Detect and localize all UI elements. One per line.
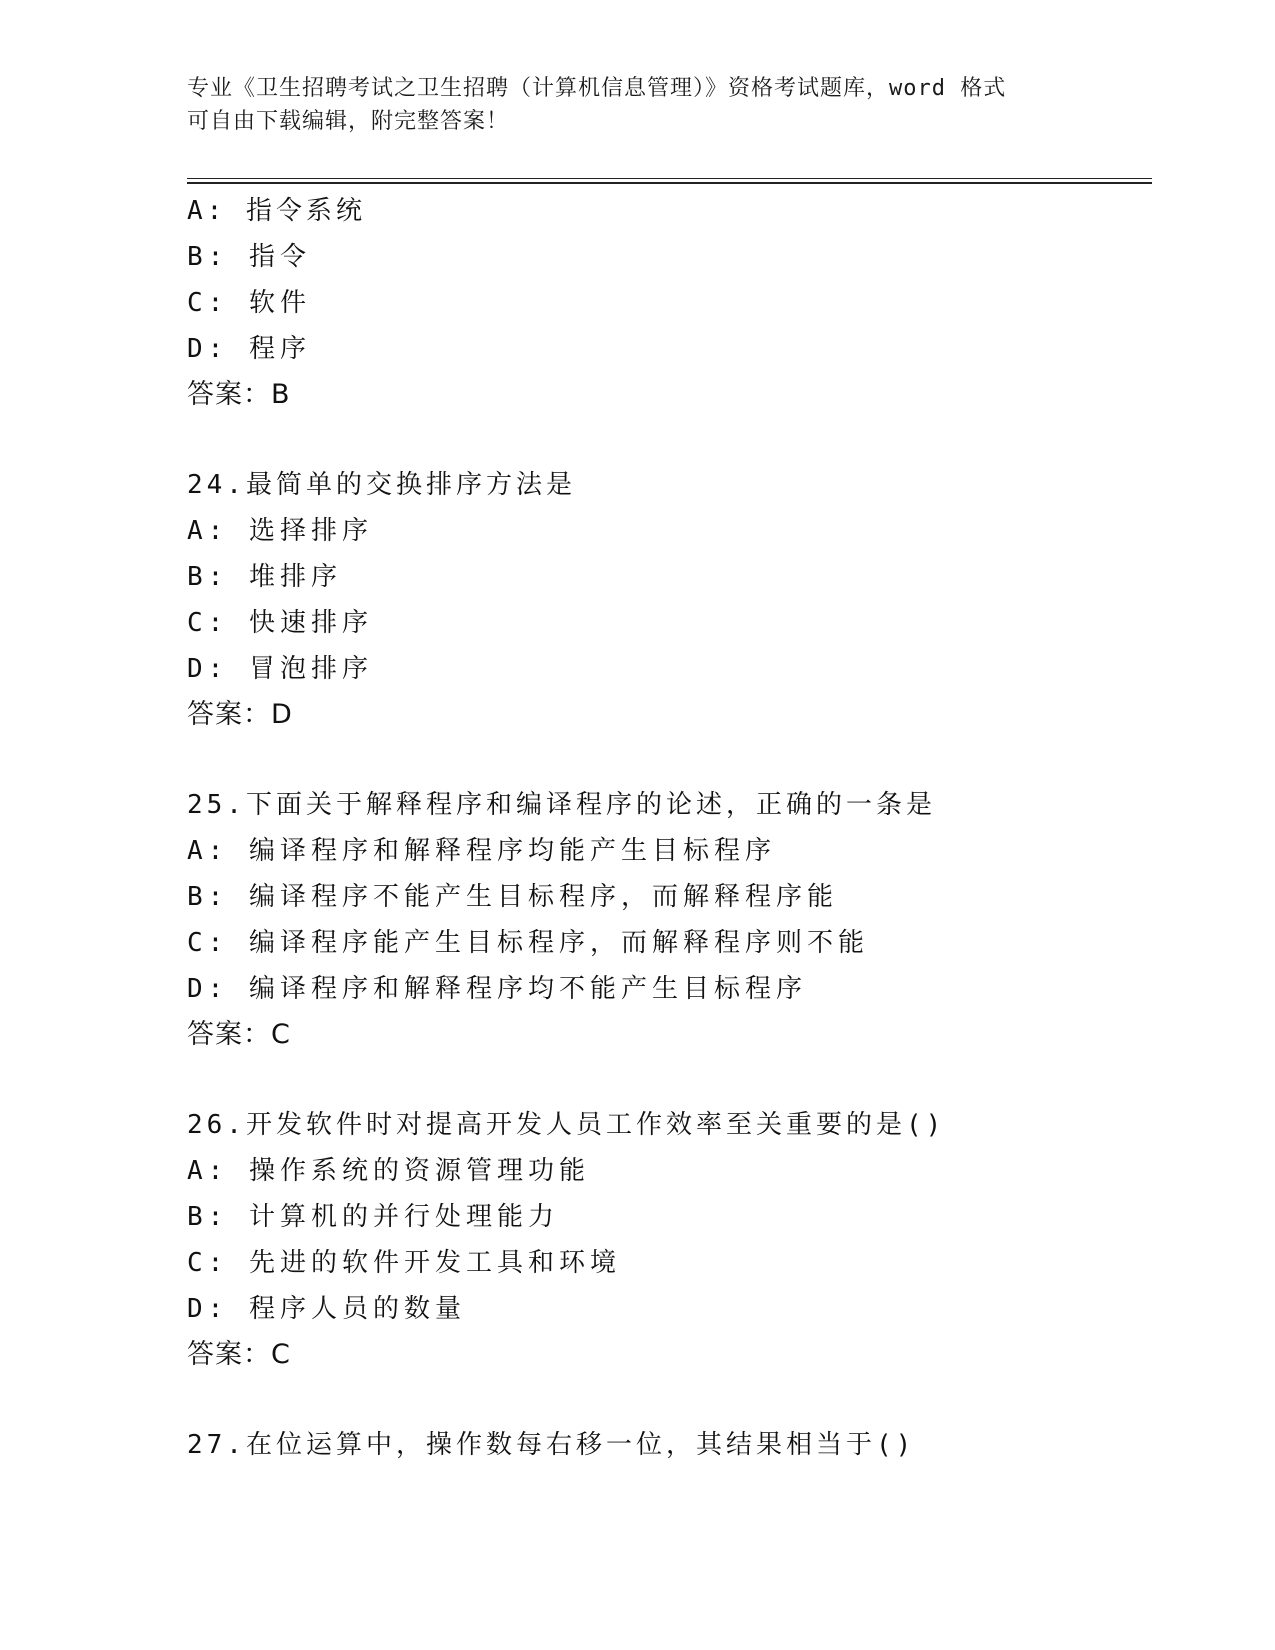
option-c: C: 软件 (187, 288, 311, 318)
header-line-1: 专业《卫生招聘考试之卫生招聘（计算机信息管理）》资格考试题库，word 格式 (187, 76, 1007, 101)
option-c: C: 快速排序 (187, 608, 373, 638)
question-stem: 24.最简单的交换排序方法是 (187, 470, 576, 500)
option-d: D: 程序 (187, 334, 311, 364)
question-stem: 25.下面关于解释程序和编译程序的论述，正确的一条是 (187, 790, 936, 820)
question-27 (187, 1422, 1152, 1468)
answer-line: 答案：C (187, 1019, 291, 1050)
question-stem: 27.在位运算中，操作数每右移一位，其结果相当于() (187, 1430, 916, 1460)
option-b: B: 堆排序 (187, 562, 342, 592)
carry-over-question (187, 188, 1152, 418)
answer-line: 答案：D (187, 699, 293, 730)
header-divider-thick (187, 182, 1152, 184)
option-a: A: 选择排序 (187, 516, 373, 546)
option-b: B: 计算机的并行处理能力 (187, 1202, 559, 1232)
question-stem: 26.开发软件时对提高开发人员工作效率至关重要的是() (187, 1110, 946, 1140)
option-c: C: 先进的软件开发工具和环境 (187, 1248, 621, 1278)
option-b: B: 指令 (187, 242, 311, 272)
option-a: A: 指令系统 (187, 196, 366, 226)
option-d: D: 程序人员的数量 (187, 1294, 466, 1324)
option-a: A: 操作系统的资源管理功能 (187, 1156, 590, 1186)
header-divider-thin (187, 178, 1152, 179)
option-b: B: 编译程序不能产生目标程序，而解释程序能 (187, 882, 838, 912)
question-list (187, 188, 1152, 1468)
option-d: D: 冒泡排序 (187, 654, 373, 684)
question-24 (187, 462, 1152, 738)
option-d: D: 编译程序和解释程序均不能产生目标程序 (187, 974, 807, 1004)
question-26 (187, 1102, 1152, 1378)
question-25 (187, 782, 1152, 1058)
document-header (187, 72, 1067, 138)
option-c: C: 编译程序能产生目标程序，而解释程序则不能 (187, 928, 869, 958)
answer-line: 答案：C (187, 1339, 291, 1370)
header-line-2: 可自由下载编辑，附完整答案！ (187, 109, 510, 134)
answer-line: 答案：B (187, 379, 291, 410)
option-a: A: 编译程序和解释程序均能产生目标程序 (187, 836, 776, 866)
